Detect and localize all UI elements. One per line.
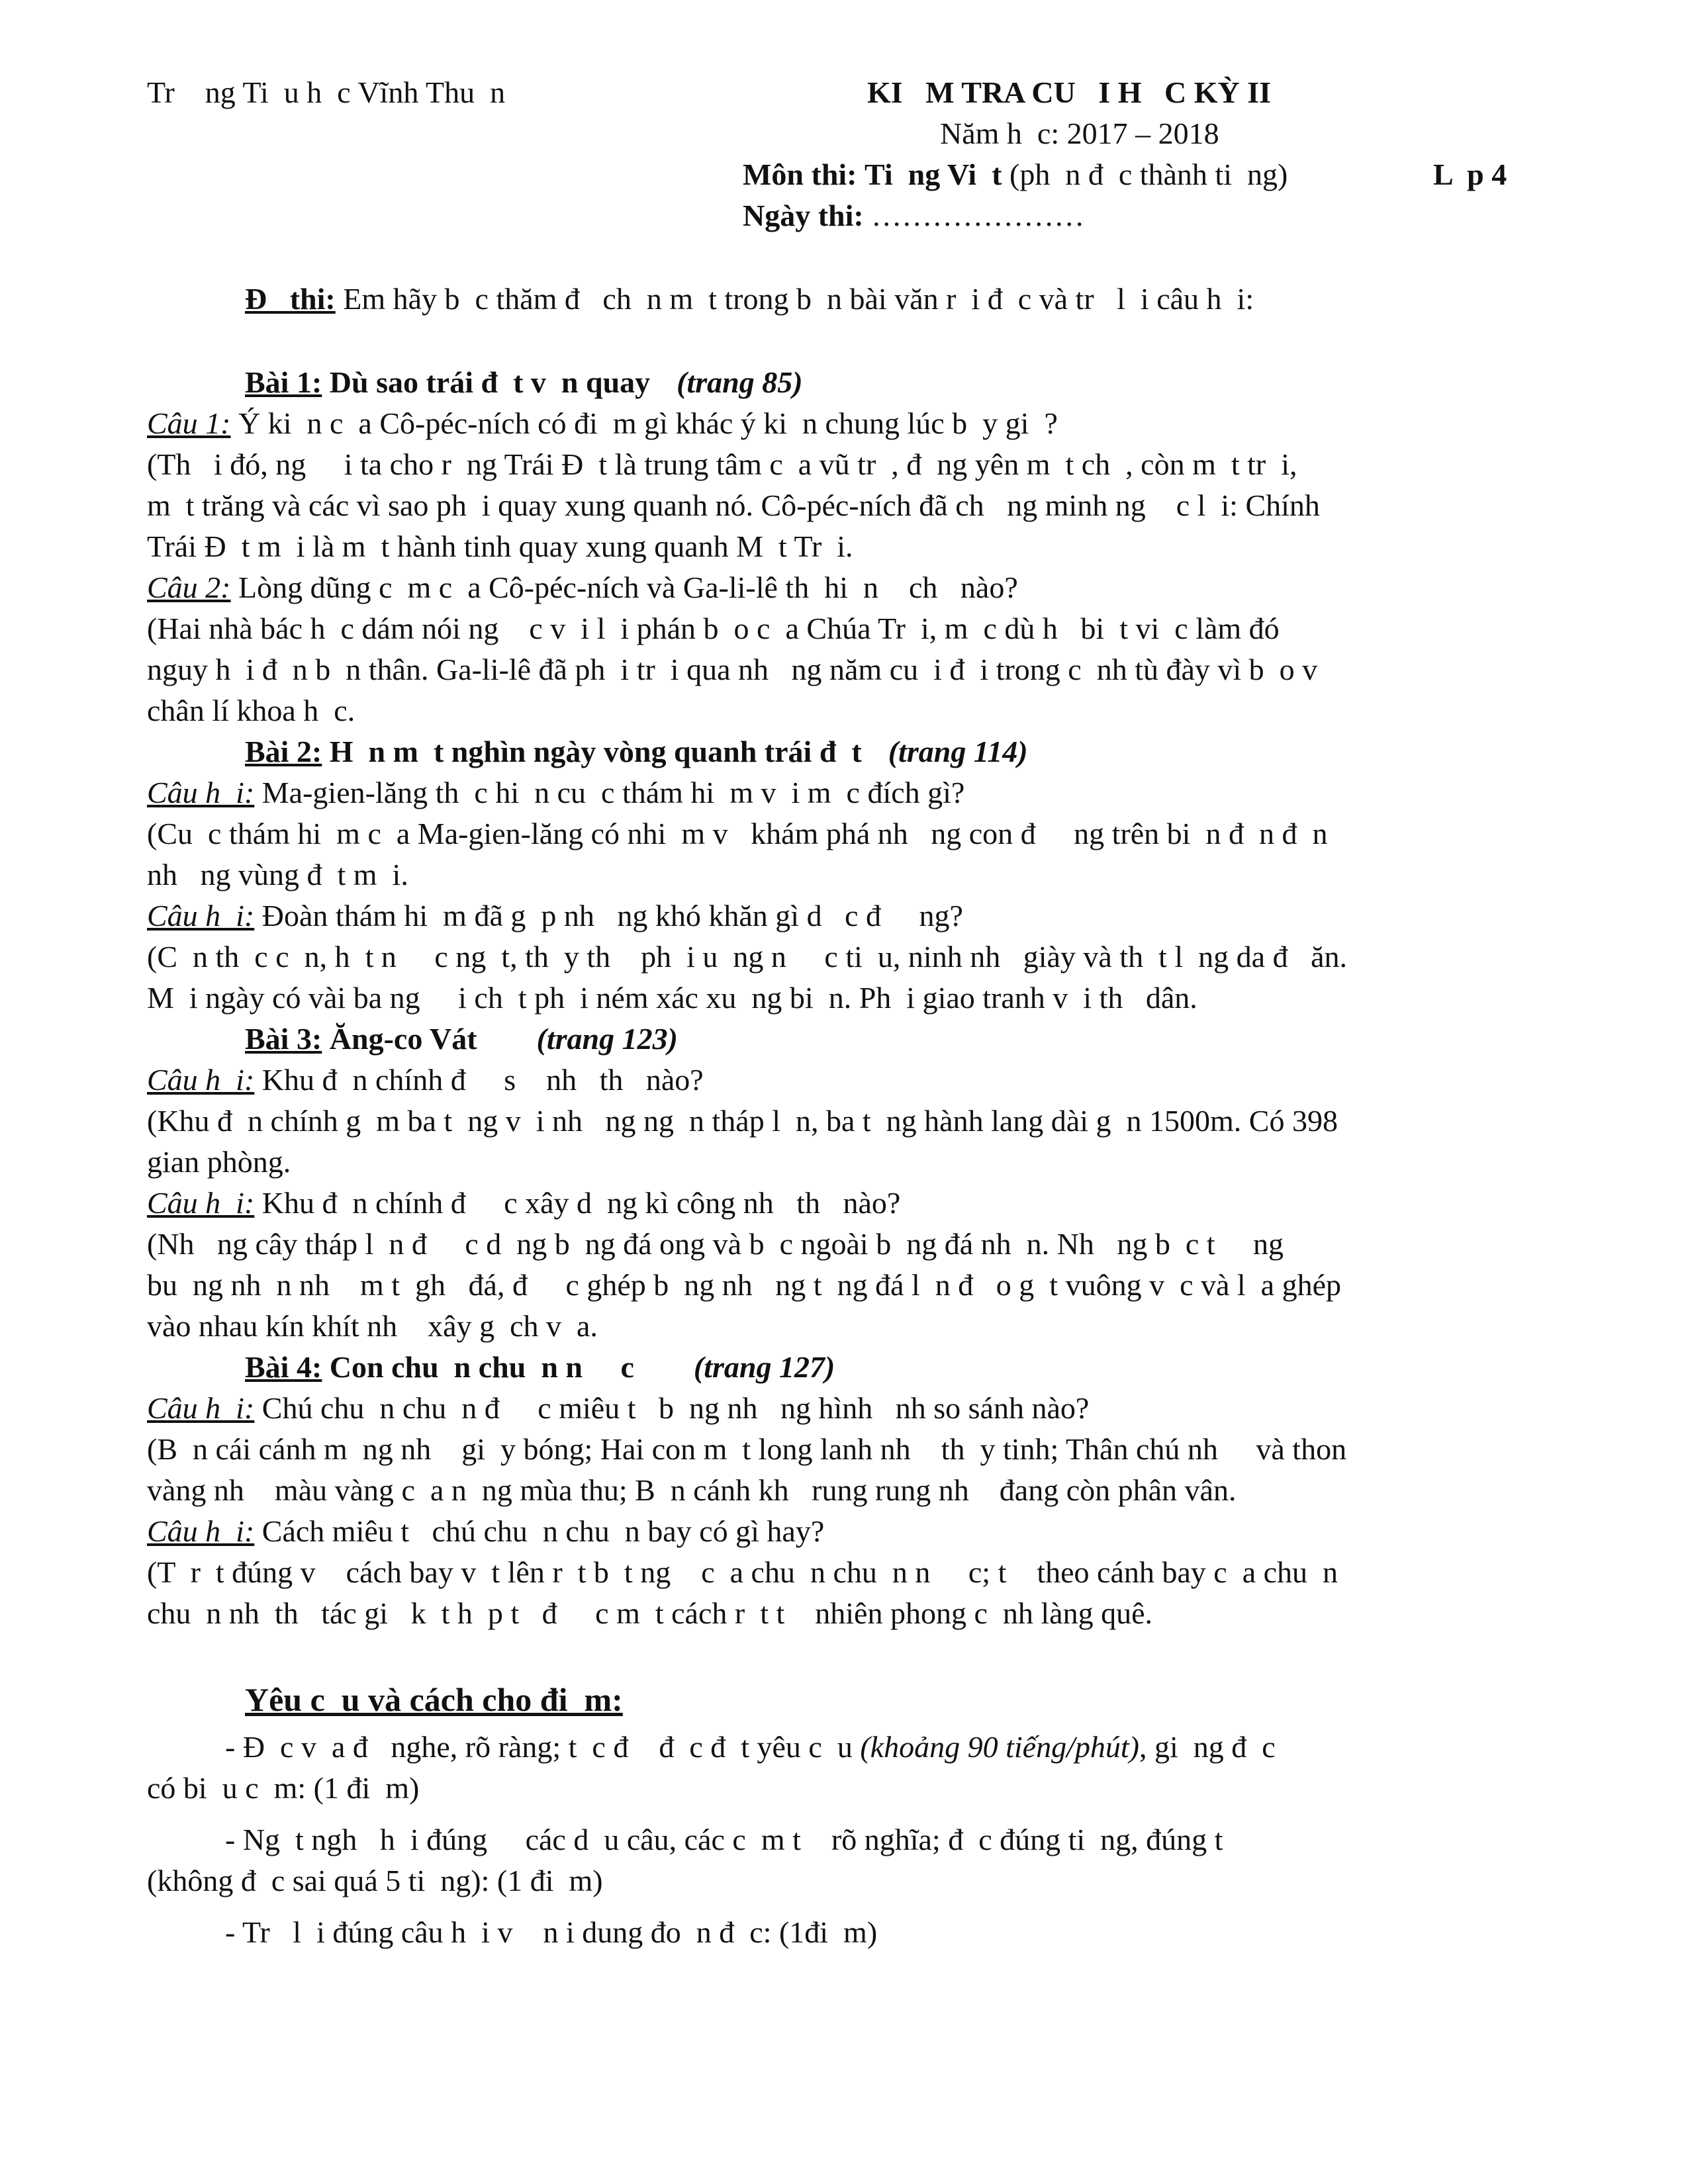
date-label: Ngày thi:	[743, 199, 864, 232]
question: Câu h i: Khu đ n chính đ s nh th nào?	[147, 1063, 704, 1097]
answer-line: chân lí khoa h c.	[147, 694, 355, 727]
answer-line: nh ng vùng đ t m i.	[147, 858, 408, 891]
answer-line: M i ngày có vài ba ng i ch t ph i ném xác xu ng bi n. Ph i giao tranh v i th dân.	[147, 981, 1197, 1015]
requirement-line: có bi u c m: (1 đi m)	[147, 1771, 420, 1805]
exam-prompt	[245, 281, 1254, 318]
answer-line: (Hai nhà bác h c dám nói ng c v i l i phán b o c a Chúa Tr i, m c dù h bi t vi c làm đó	[147, 612, 1280, 645]
answer-line: chu n nh th tác gi k t h p t đ c m t cách r t t nhiên phong c nh làng quê.	[147, 1596, 1152, 1630]
prompt-label: Đ thi:	[245, 282, 336, 316]
question: Câu h i: Đoàn thám hi m đã g p nh ng khó khăn gì d c đ ng?	[147, 899, 963, 933]
exam-date-line	[743, 197, 1084, 234]
answer-line: vàng nh màu vàng c a n ng mùa thu; B n cánh kh rung rung nh đang còn phân vân.	[147, 1473, 1237, 1507]
question: Câu h i: Ma-gien-lăng th c hi n cu c thám hi m v i m c đích gì?	[147, 776, 965, 809]
requirement-line: (không đ c sai quá 5 ti ng): (1 đi m)	[147, 1864, 603, 1897]
school-name: Tr ng Ti u h c Vĩnh Thu n	[147, 75, 506, 109]
grade-label: L p 4	[1433, 158, 1507, 191]
date-value: …………………	[871, 199, 1085, 232]
requirement-line: - Ng t ngh h i đúng các d u câu, các c m t rõ nghĩa; đ c đúng ti ng, đúng t	[225, 1823, 1223, 1856]
question: Câu h i: Khu đ n chính đ c xây d ng kì công nh th nào?	[147, 1186, 901, 1220]
lesson-4-heading: Bài 4: Con chu n chu n n c (trang 127)	[245, 1350, 835, 1384]
subject-label: Môn thi:	[743, 158, 857, 191]
lesson-1-heading: Bài 1: Dù sao trái đ t v n quay (trang 85)	[245, 365, 803, 399]
subject-value: Ti ng Vi t	[865, 158, 1002, 191]
answer-line: (T r t đúng v cách bay v t lên r t b t ng c a chu n chu n n c; t theo cánh bay c a chu n	[147, 1555, 1338, 1589]
lesson-2-heading: Bài 2: H n m t nghìn ngày vòng quanh trái đ t (trang 114)	[245, 735, 1028, 768]
exam-title: KI M TRA CU I H C KỲ II	[867, 75, 1271, 109]
question: Câu 1: Ý ki n c a Cô-péc-ních có đi m gì khác ý ki n chung lúc b y gi ?	[147, 406, 1058, 440]
answer-line: Trái Đ t m i là m t hành tinh quay xung quanh M t Tr i.	[147, 529, 853, 563]
prompt-text: Em hãy b c thăm đ ch n m t trong b n bài văn r i đ c và tr l i câu h i:	[343, 282, 1254, 316]
answer-line: (Cu c thám hi m c a Ma-gien-lăng có nhi m v khám phá nh ng con đ ng trên bi n đ n đ n	[147, 817, 1328, 850]
lesson-3-heading: Bài 3: Ăng-co Vát (trang 123)	[245, 1022, 678, 1056]
question: Câu h i: Cách miêu t chú chu n chu n bay có gì hay?	[147, 1514, 825, 1548]
school-year: Năm h c: 2017 – 2018	[940, 116, 1219, 150]
question: Câu 2: Lòng dũng c m c a Cô-péc-ních và Ga-li-lê th hi n ch nào?	[147, 570, 1018, 604]
subject-detail: (ph n đ c thành ti ng)	[1009, 158, 1288, 191]
answer-line: nguy h i đ n b n thân. Ga-li-lê đã ph i tr i qua nh ng năm cu i đ i trong c nh tù đày vì b o v	[147, 653, 1318, 686]
requirements-title: Yêu c u và cách cho đi m:	[245, 1681, 623, 1718]
requirement-line: - Đ c v a đ nghe, rõ ràng; t c đ đ c đ t yêu c u (khoảng 90 tiếng/phút), gi ng đ c	[225, 1730, 1276, 1764]
requirement-line: - Tr l i đúng câu h i v n i dung đo n đ c: (1đi m)	[225, 1915, 878, 1949]
answer-line: m t trăng và các vì sao ph i quay xung quanh nó. Cô-péc-ních đã ch ng minh ng c l i: Chính	[147, 488, 1320, 522]
question: Câu h i: Chú chu n chu n đ c miêu t b ng nh ng hình nh so sánh nào?	[147, 1391, 1090, 1425]
answer-line: (C n th c c n, h t n c ng t, th y th ph i u ng n c ti u, ninh nh giày và th t l ng da đ ăn.	[147, 940, 1347, 974]
answer-line: bu ng nh n nh m t gh đá, đ c ghép b ng nh ng t ng đá l n đ o g t vuông v c và l a ghép	[147, 1268, 1342, 1302]
answer-line: vào nhau kín khít nh xây g ch v a.	[147, 1309, 598, 1343]
answer-line: (Nh ng cây tháp l n đ c d ng b ng đá ong và b c ngoài b ng đá nh n. Nh ng b c t ng	[147, 1227, 1284, 1261]
subject-line	[743, 156, 1288, 193]
answer-line: (Khu đ n chính g m ba t ng v i nh ng ng n tháp l n, ba t ng hành lang dài g n 1500m. Có 398	[147, 1104, 1338, 1138]
answer-line: gian phòng.	[147, 1145, 291, 1179]
answer-line: (B n cái cánh m ng nh gi y bóng; Hai con m t long lanh nh th y tinh; Thân chú nh và thon	[147, 1432, 1347, 1466]
answer-line: (Th i đó, ng i ta cho r ng Trái Đ t là trung tâm c a vũ tr , đ ng yên m t ch , còn m t tr i,	[147, 447, 1297, 481]
